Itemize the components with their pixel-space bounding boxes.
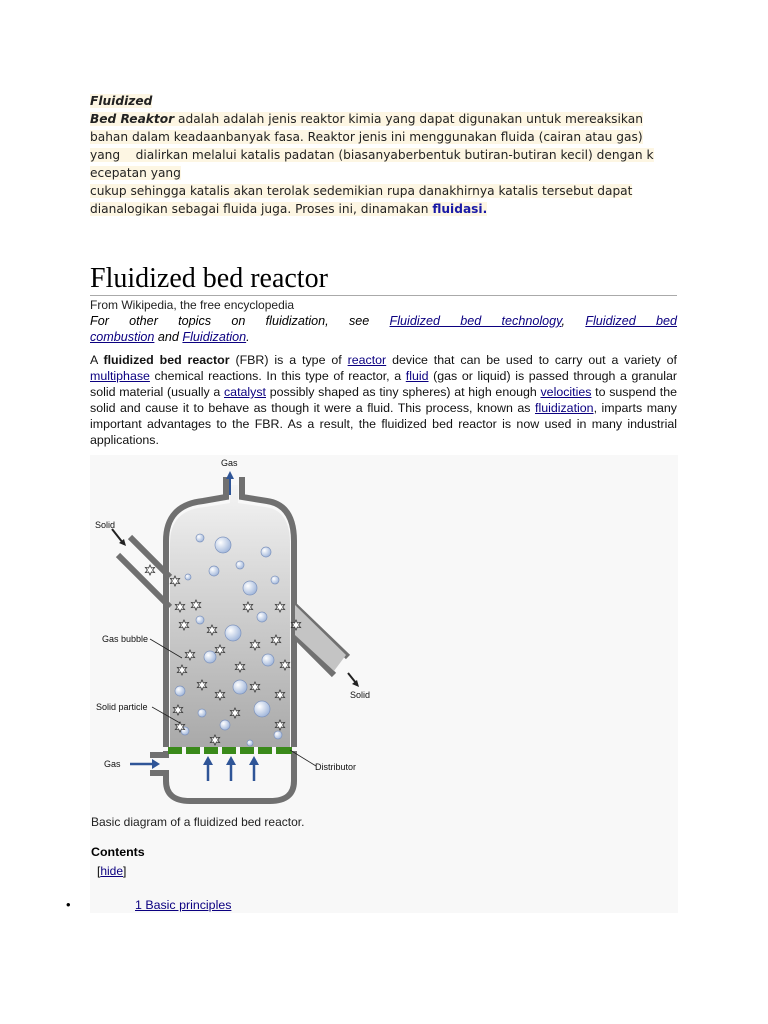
lead-text-h: , imparts many important advantages to the FBR. As a result, the fluidized bed reactor is now used in many industrial applications. xyxy=(90,401,677,447)
plenum-wall xyxy=(150,751,294,801)
intro-title: Fluidized xyxy=(90,94,153,108)
intro-paragraph xyxy=(90,92,680,218)
intro-line1: adalah adalah jenis reaktor kimia yang dapat digunakan untuk mereaksikan xyxy=(174,112,643,126)
lead-text-f: possibly shaped as tiny spheres) at high enough xyxy=(266,385,541,399)
intro-fluidasi-link[interactable]: fluidasi. xyxy=(432,202,488,216)
hatnote-end: . xyxy=(246,330,250,344)
intro-term: Bed Reaktor xyxy=(90,112,175,126)
reactor-diagram xyxy=(90,455,678,815)
hatnote-line2 xyxy=(90,329,250,345)
intro-line3: yang dialirkan melalui katalis padatan (biasanyaberbentuk butiran-butiran kecil) dengan k xyxy=(90,148,654,162)
figure-caption: Basic diagram of a fluidized bed reactor. xyxy=(91,815,305,829)
intro-line6: dianalogikan sebagai fluida juga. Proses ini, dinamakan xyxy=(90,202,433,216)
toc-hide-control xyxy=(97,864,126,878)
lead-text-b: (FBR) is a type of xyxy=(229,353,348,367)
page-title: Fluidized bed reactor xyxy=(90,262,677,296)
solid-inlet-pipe xyxy=(118,537,170,607)
link-reactor[interactable]: reactor xyxy=(347,353,387,367)
lead-bold-term: fluidized bed reactor xyxy=(103,353,230,367)
lead-text-a: A xyxy=(90,353,104,367)
link-fluidization[interactable]: fluidization xyxy=(535,401,594,415)
link-fluidized-bed-combustion-a[interactable]: Fluidized bed xyxy=(585,314,678,328)
hatnote-sep: , xyxy=(561,314,586,328)
label-solid-particle: Solid particle xyxy=(96,702,148,712)
hatnote-and: and xyxy=(154,330,183,344)
distributor-plate xyxy=(168,747,292,754)
intro-line2: bahan dalam keadaanbanyak fasa. Reaktor jenis ini menggunakan fluida (cairan atau gas) xyxy=(90,130,643,144)
toc-heading: Contents xyxy=(91,845,145,859)
toc-item-basic-principles xyxy=(135,898,231,912)
label-gas-in: Gas xyxy=(104,759,121,769)
intro-line4: ecepatan yang xyxy=(90,166,181,180)
hatnote xyxy=(90,313,677,329)
lead-text-g: to suspend the solid and cause it to behave as though it were a fluid. This process, known as xyxy=(90,385,677,415)
link-fluidization-hatnote[interactable]: Fluidization xyxy=(182,330,247,344)
lead-paragraph xyxy=(90,352,677,448)
toc-hide-link[interactable]: hide xyxy=(100,864,124,878)
link-velocities[interactable]: velocities xyxy=(540,385,592,399)
label-distributor: Distributor xyxy=(315,762,357,772)
link-catalyst[interactable]: catalyst xyxy=(223,385,266,399)
toc-bullet: • xyxy=(66,897,71,912)
link-fluidized-bed-technology[interactable]: Fluidized bed technology xyxy=(389,314,562,328)
lead-text-c: device that can be used to carry out a variety of xyxy=(386,353,677,367)
label-solid-in: Solid xyxy=(95,520,116,530)
hide-bracket-close: ] xyxy=(123,864,127,878)
hatnote-text: For other topics on fluidization, see xyxy=(90,314,390,328)
link-multiphase[interactable]: multiphase xyxy=(90,369,150,383)
lead-text-d: chemical reactions. In this type of reactor, a xyxy=(149,369,406,383)
page-subtitle: From Wikipedia, the free encyclopedia xyxy=(90,298,295,312)
link-fluid[interactable]: fluid xyxy=(405,369,429,383)
lead-text-e: (gas or liquid) is passed through a granular solid material (usually a xyxy=(90,369,677,399)
link-fluidized-bed-combustion-b[interactable]: combustion xyxy=(90,330,155,344)
vessel-interior xyxy=(170,485,290,747)
label-gas-bubble: Gas bubble xyxy=(102,634,149,644)
hide-bracket-open: [ xyxy=(97,864,101,878)
figure-box xyxy=(90,455,678,913)
label-solid-out: Solid xyxy=(350,690,371,700)
label-gas-out: Gas xyxy=(221,458,238,468)
toc-link-basic-principles[interactable]: 1 Basic principles xyxy=(135,898,232,912)
intro-line5: cukup sehingga katalis akan terolak sedemikian rupa danakhirnya katalis tersebut dapat xyxy=(90,184,633,198)
